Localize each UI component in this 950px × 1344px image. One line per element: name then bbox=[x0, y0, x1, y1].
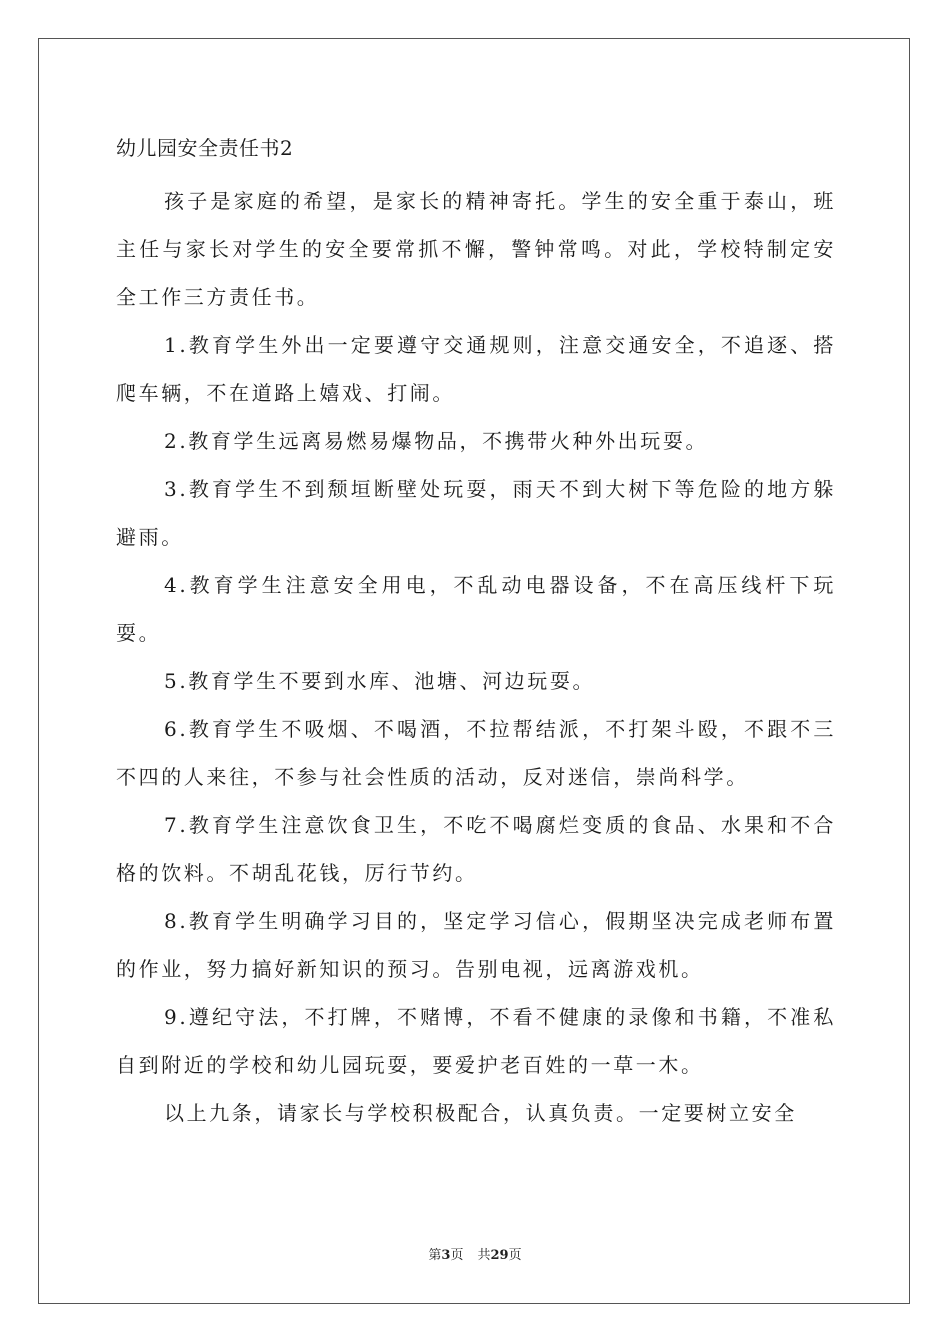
document-title: 幼儿园安全责任书2 bbox=[116, 136, 294, 160]
page-number: 3 bbox=[441, 1248, 451, 1263]
paragraph-conclusion: 以上九条，请家长与学校积极配合，认真负责。一定要树立安全 bbox=[164, 1101, 797, 1125]
paragraph-item-6: 6.教育学生不吸烟、不喝酒，不拉帮结派，不打架斗殴，不跟不三不四的人来往，不参与社会性质的活动，反对迷信，崇尚科学。 bbox=[116, 717, 836, 789]
total-prefix: 共 bbox=[477, 1248, 491, 1263]
total-pages: 29 bbox=[490, 1248, 509, 1263]
page-prefix: 第 bbox=[428, 1248, 442, 1263]
paragraph-item-1: 1.教育学生外出一定要遵守交通规则，注意交通安全，不追逐、搭爬车辆，不在道路上嬉戏、打闹。 bbox=[116, 333, 836, 405]
paragraph-item-2: 2.教育学生远离易燃易爆物品，不携带火种外出玩耍。 bbox=[164, 429, 709, 453]
total-suffix: 页 bbox=[508, 1248, 522, 1263]
page-suffix: 页 bbox=[450, 1248, 464, 1263]
page-footer bbox=[0, 1247, 950, 1265]
paragraph-item-7: 7.教育学生注意饮食卫生，不吃不喝腐烂变质的食品、水果和不合格的饮料。不胡乱花钱，厉行节约。 bbox=[116, 813, 836, 885]
paragraph-intro: 孩子是家庭的希望，是家长的精神寄托。学生的安全重于泰山，班主任与家长对学生的安全要常抓不懈，警钟常鸣。对此，学校特制定安全工作三方责任书。 bbox=[116, 189, 836, 309]
paragraph-item-8: 8.教育学生明确学习目的，坚定学习信心，假期坚决完成老师布置的作业，努力搞好新知识的预习。告别电视，远离游戏机。 bbox=[116, 909, 836, 981]
paragraph-item-4: 4.教育学生注意安全用电，不乱动电器设备，不在高压线杆下玩耍。 bbox=[116, 573, 836, 645]
paragraph-item-9: 9.遵纪守法，不打牌，不赌博，不看不健康的录像和书籍，不准私自到附近的学校和幼儿园玩耍，要爱护老百姓的一草一木。 bbox=[116, 1005, 836, 1077]
document-body bbox=[116, 128, 836, 1137]
paragraph-item-5: 5.教育学生不要到水库、池塘、河边玩耍。 bbox=[164, 669, 596, 693]
paragraph-item-3: 3.教育学生不到颓垣断壁处玩耍，雨天不到大树下等危险的地方躲避雨。 bbox=[116, 477, 836, 549]
